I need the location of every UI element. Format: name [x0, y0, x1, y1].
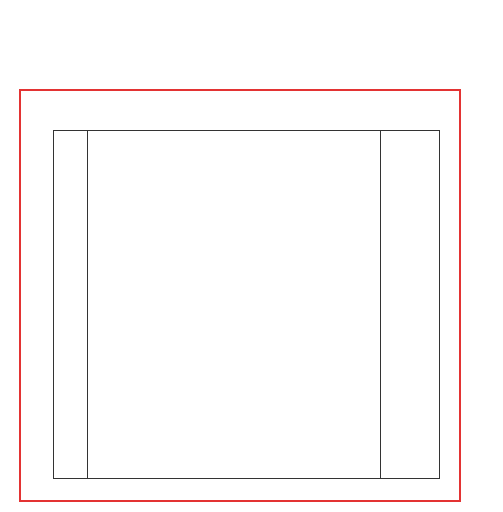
column-divider: [87, 131, 88, 478]
column-divider: [380, 131, 381, 478]
schedule-table: [53, 130, 440, 479]
